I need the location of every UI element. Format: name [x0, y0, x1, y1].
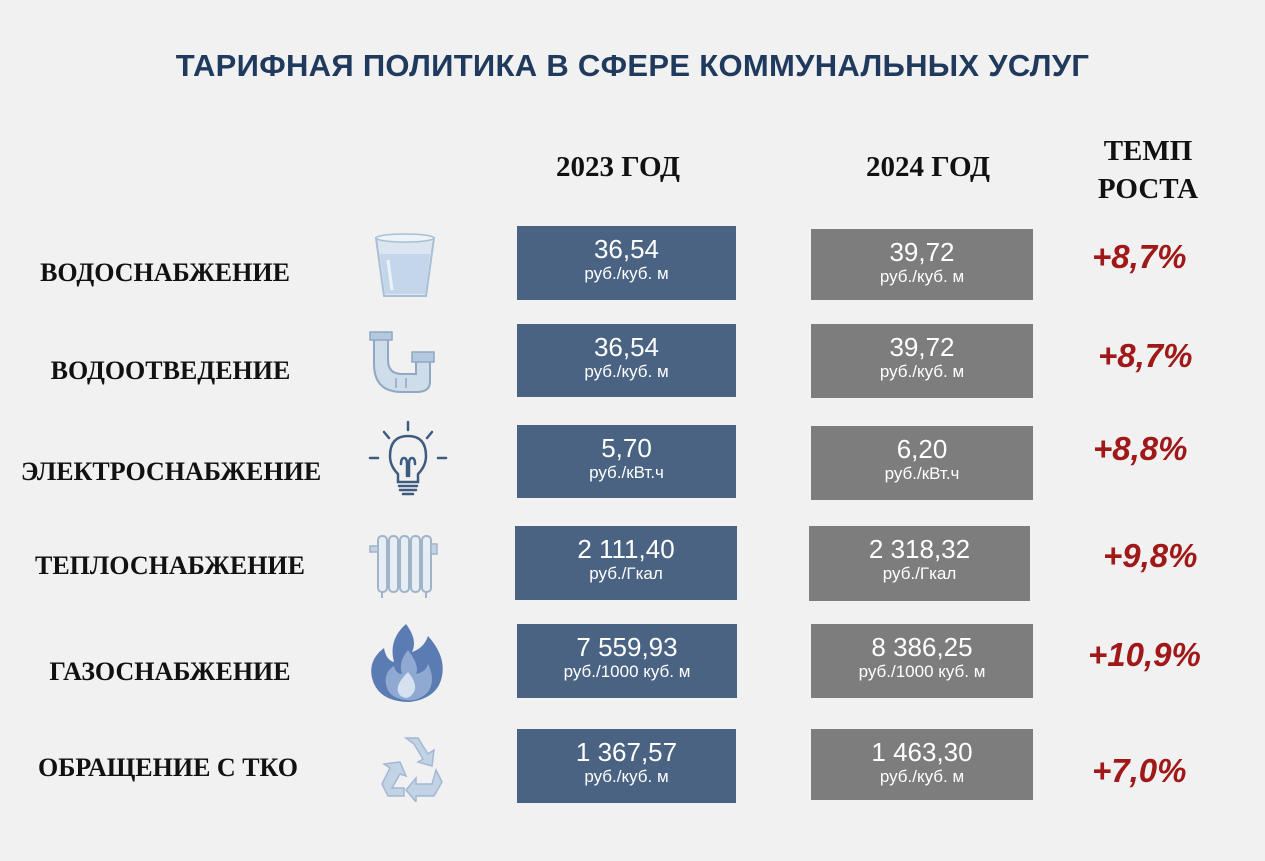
tariff-2024-gas-supply: [811, 624, 1033, 698]
tariff-value: 1 463,30: [871, 737, 973, 767]
drain-pipe-icon: [366, 330, 446, 407]
row-label-water-supply: ВОДОСНАБЖЕНИЕ: [40, 258, 290, 287]
tariff-2023-heat-supply: [515, 526, 737, 600]
row-label-gas-supply: ГАЗОСНАБЖЕНИЕ: [49, 657, 291, 686]
tariff-unit: руб./куб. м: [879, 362, 965, 381]
tariff-2024-electricity: [811, 426, 1033, 500]
tariff-2024-waste-management: [811, 729, 1033, 800]
growth-water-supply: +8,7%: [1092, 238, 1187, 275]
row-label-electricity: ЭЛЕКТРОСНАБЖЕНИЕ: [20, 457, 322, 486]
tariff-unit: руб./1000 куб. м: [858, 662, 986, 681]
tariff-2023-gas-supply: [517, 624, 737, 698]
tariff-value: 5,70: [601, 433, 652, 463]
tariff-unit: руб./Гкал: [589, 564, 663, 583]
tariff-2024-sewerage: [811, 324, 1033, 398]
tariff-value: 36,54: [593, 234, 660, 264]
tariff-unit: руб./куб. м: [584, 767, 669, 786]
tariff-unit: руб./Гкал: [882, 564, 957, 583]
header-growth-line1: ТЕМП: [1103, 135, 1193, 167]
tariff-value: 6,20: [896, 434, 948, 464]
tariff-2024-water-supply: [811, 229, 1033, 300]
header-growth: [1068, 132, 1228, 208]
water-glass-icon: [370, 232, 440, 307]
tariff-value: 2 318,32: [868, 534, 971, 564]
tariff-2023-sewerage: [517, 324, 736, 397]
tariff-value: 2 111,40: [577, 534, 675, 564]
tariff-2023-waste-management: [517, 729, 736, 803]
tariff-unit: руб./куб. м: [879, 767, 965, 786]
page-title: ТАРИФНАЯ ПОЛИТИКА В СФЕРЕ КОММУНАЛЬНЫХ УСЛУГ: [175, 48, 1090, 83]
tariff-unit: руб./1000 куб. м: [563, 662, 691, 681]
tariff-unit: руб./куб. м: [584, 362, 669, 381]
growth-electricity: +8,8%: [1093, 430, 1188, 467]
growth-waste-management: +7,0%: [1092, 752, 1187, 789]
tariff-2024-heat-supply: [809, 526, 1030, 601]
row-label-sewerage: ВОДООТВЕДЕНИЕ: [50, 356, 291, 385]
tariff-unit: руб./кВт.ч: [589, 463, 664, 482]
tariff-value: 39,72: [889, 237, 955, 267]
recycle-icon: [376, 732, 448, 807]
gas-flame-icon: [362, 622, 452, 709]
growth-sewerage: +8,7%: [1098, 337, 1193, 374]
radiator-icon: [368, 530, 440, 605]
tariff-value: 1 367,57: [575, 737, 678, 767]
tariff-unit: руб./кВт.ч: [884, 464, 960, 483]
tariff-2023-water-supply: [517, 226, 736, 300]
header-growth-line2: РОСТА: [1097, 173, 1199, 205]
row-label-waste-management: ОБРАЩЕНИЕ С ТКО: [38, 753, 298, 782]
tariff-value: 39,72: [889, 332, 955, 362]
header-2024: 2024 ГОД: [865, 151, 991, 183]
light-bulb-icon: [366, 420, 450, 505]
growth-gas-supply: +10,9%: [1088, 636, 1201, 673]
header-2023: 2023 ГОД: [555, 151, 681, 183]
tariff-value: 36,54: [593, 332, 660, 362]
tariff-2023-electricity: [517, 425, 736, 498]
tariff-value: 7 559,93: [576, 632, 678, 662]
tariff-unit: руб./куб. м: [584, 264, 669, 283]
tariff-unit: руб./куб. м: [879, 267, 965, 286]
row-label-heat-supply: ТЕПЛОСНАБЖЕНИЕ: [35, 551, 305, 580]
tariff-value: 8 386,25: [871, 632, 973, 662]
growth-heat-supply: +9,8%: [1103, 537, 1198, 574]
